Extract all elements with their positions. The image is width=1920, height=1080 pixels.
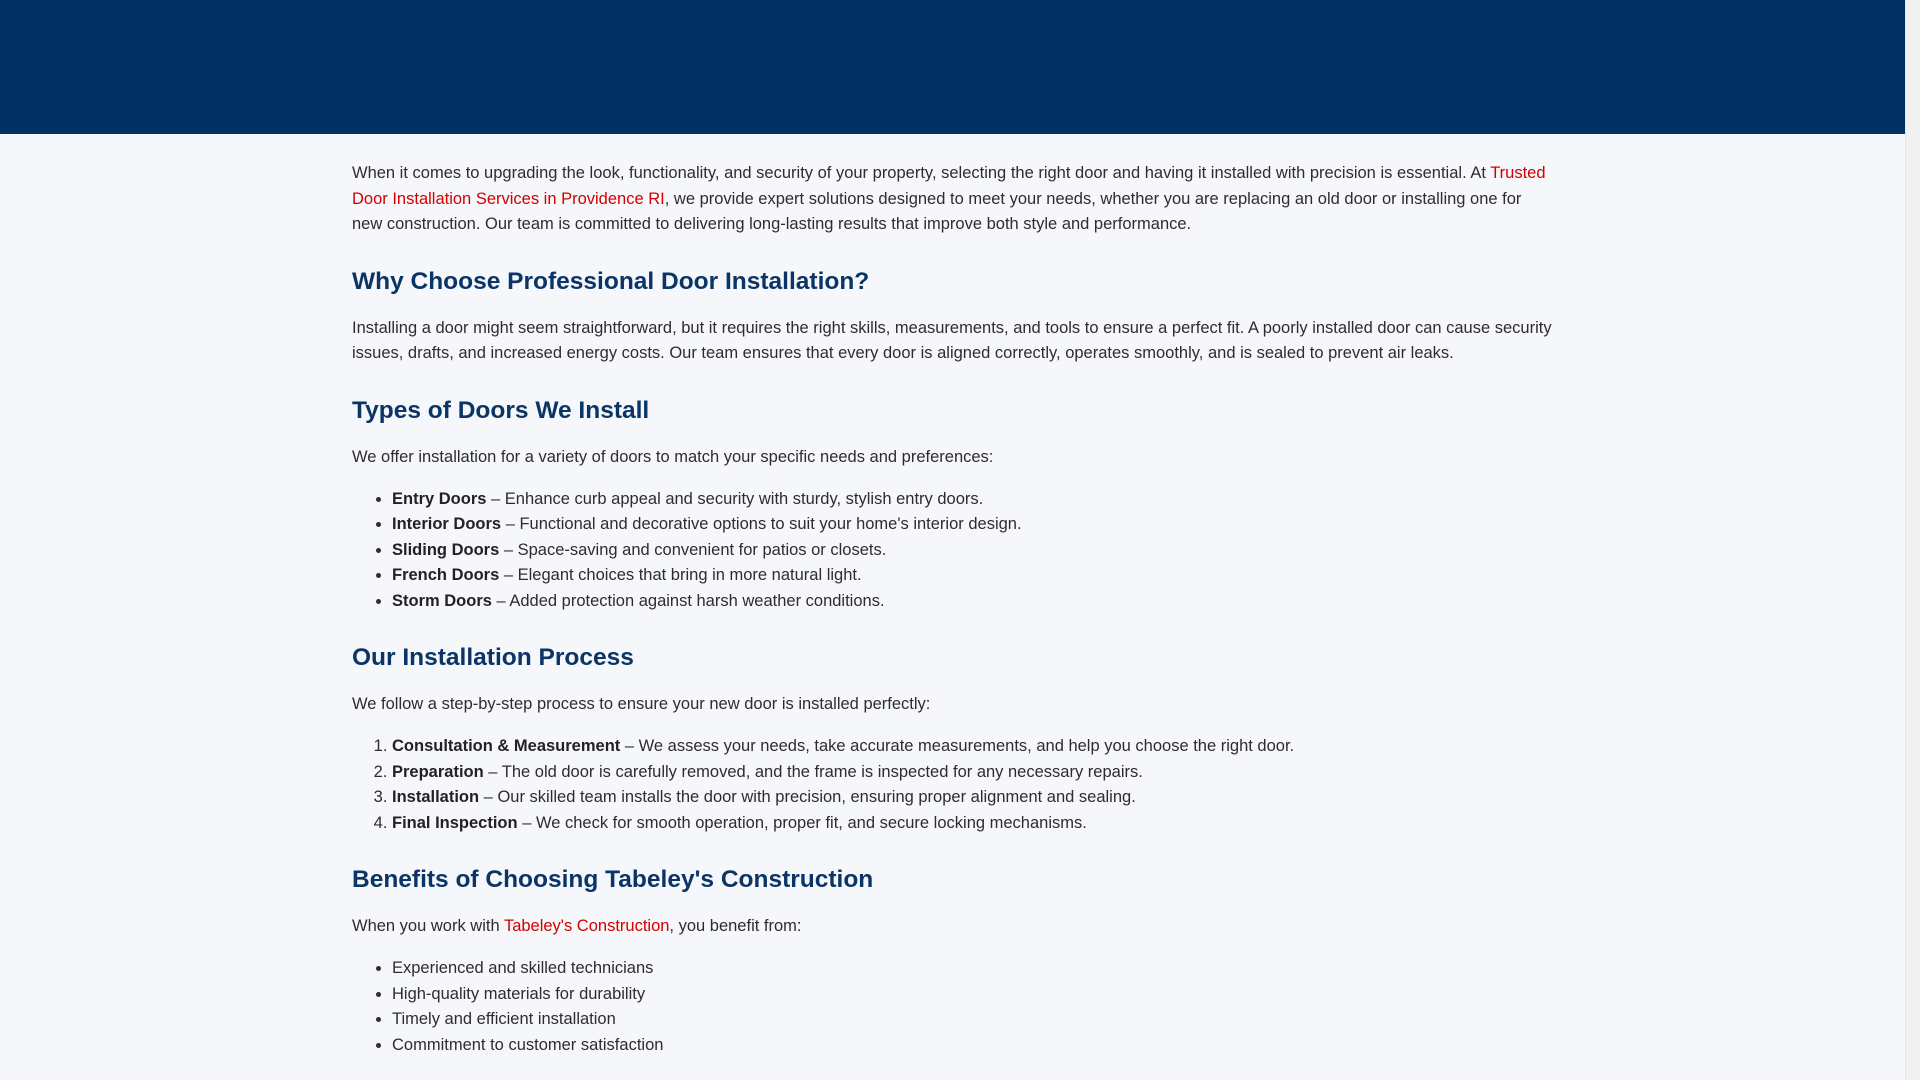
list-item: • Commitment to customer satisfaction [392, 1033, 1552, 1059]
benefits-heading: Benefits of Choosing Tabeley's Construction [352, 866, 874, 893]
list-item: • High-quality materials for durability [392, 982, 1552, 1008]
benefits-intro: When you work with Tabeley's Construction, you benefit from: [352, 917, 802, 935]
benefits-list [352, 956, 1552, 1058]
list-item: 2. Preparation – The old door is carefully removed, and the frame is inspected for any necessary repairs. [392, 760, 1552, 786]
list-item: • French Doors – Elegant choices that bring in more natural light. [392, 563, 1552, 589]
list-item: 3. Installation – Our skilled team installs the door with precision, ensuring proper alignment and sealing. [392, 785, 1552, 811]
vertical-scrollbar[interactable] [1905, 0, 1920, 1080]
article-content [352, 161, 1552, 1076]
site-header [0, 0, 1905, 134]
list-item: • Interior Doors – Functional and decorative options to suit your home's interior design. [392, 512, 1552, 538]
intro-paragraph [352, 161, 1552, 238]
list-item: • Entry Doors – Enhance curb appeal and security with sturdy, stylish entry doors. [392, 487, 1552, 513]
why-paragraph: Installing a door might seem straightforward, but it requires the right skills, measurements, and tools to ensure a perfect fit. A poorly installed door can cause security issues, drafts, and increased energy costs. Our team ensures that every door is aligned correctly, operates smoothly, and is sealed to prevent air leaks. [352, 318, 1552, 362]
why-heading: Why Choose Professional Door Installation? [352, 267, 870, 295]
intro-text-before: When it comes to upgrading the look, functionality, and security of your property, selecting the right door and having it installed with precision is essential. At [352, 164, 1491, 182]
types-heading: Types of Doors We Install [352, 396, 650, 424]
process-steps-list [352, 734, 1552, 836]
process-intro: We follow a step-by-step process to ensure your new door is installed perfectly: [352, 695, 931, 713]
list-item: 4. Final Inspection – We check for smooth operation, proper fit, and secure locking mechanisms. [392, 811, 1552, 837]
list-item: • Experienced and skilled technicians [392, 956, 1552, 982]
providence-service-link[interactable]: Trusted Door Installation Services in Providence RI [352, 164, 1546, 208]
types-intro: We offer installation for a variety of doors to match your specific needs and preferences: [352, 447, 994, 466]
list-item: 1. Consultation & Measurement – We assess your needs, take accurate measurements, and help you choose the right door. [392, 734, 1552, 760]
intro-text-after: , we provide expert solutions designed to meet your needs, whether you are replacing an old door or installing one for new construction. Our team is committed to delivering long-lasting results that improve both style and performance. [352, 189, 1522, 233]
list-item: • Timely and efficient installation [392, 1007, 1552, 1033]
list-item: • Sliding Doors – Space-saving and convenient for patios or closets. [392, 538, 1552, 564]
list-item: • Storm Doors – Added protection against harsh weather conditions. [392, 589, 1552, 615]
door-types-list [352, 487, 1552, 615]
process-heading: Our Installation Process [352, 644, 634, 671]
tabeleys-construction-link[interactable]: Tabeley's Construction [503, 917, 670, 935]
